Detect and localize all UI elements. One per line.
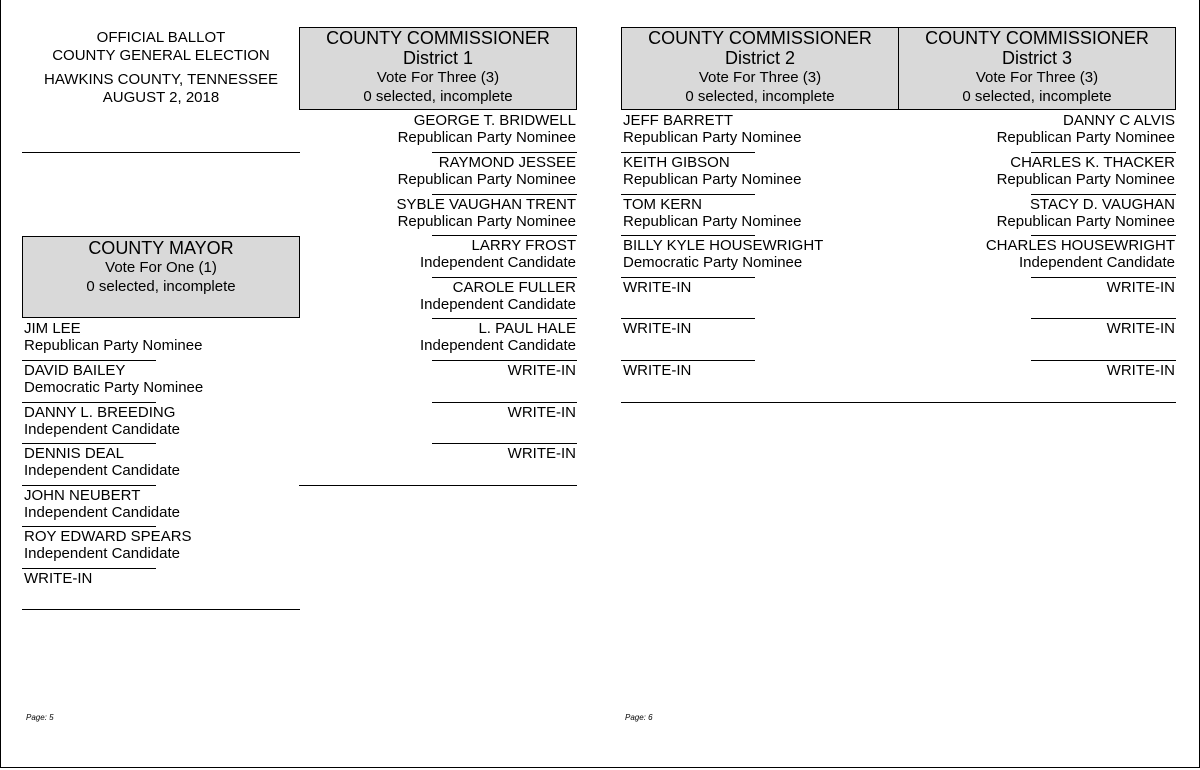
- candidate-option[interactable]: [24, 487, 180, 522]
- candidate-divider: [22, 402, 156, 403]
- race-status: 0 selected, incomplete: [962, 88, 1112, 105]
- ballot-page-6: [600, 0, 1200, 768]
- write-in-option[interactable]: [623, 362, 691, 379]
- candidate-party: Republican Party Nominee: [397, 129, 576, 146]
- race-vote-for: Vote For Three (3): [698, 69, 822, 86]
- write-in-option[interactable]: [508, 362, 576, 379]
- candidate-option[interactable]: [24, 445, 180, 480]
- race-title: COUNTY COMMISSIONER: [326, 28, 550, 48]
- candidate-option[interactable]: [398, 112, 576, 147]
- candidate-option[interactable]: [623, 154, 801, 189]
- race-district: District 2: [724, 48, 795, 68]
- race-end-divider: [621, 402, 1176, 403]
- race-header-commissioner-district-1: [299, 27, 577, 110]
- race-vote-for: Vote For Three (3): [376, 69, 500, 86]
- candidate-name: BILLY KYLE HOUSEWRIGHT: [623, 237, 824, 254]
- ballot-page-5: [0, 0, 601, 768]
- candidate-option[interactable]: [24, 320, 202, 355]
- write-in-label: WRITE-IN: [623, 362, 692, 379]
- candidate-name: DENNIS DEAL: [24, 445, 125, 462]
- candidate-party: Republican Party Nominee: [996, 171, 1175, 188]
- candidate-party: Independent Candidate: [24, 504, 180, 521]
- candidate-name: STACY D. VAUGHAN: [1029, 196, 1175, 213]
- write-in-divider: [621, 318, 755, 319]
- candidate-option[interactable]: [24, 362, 203, 397]
- candidate-option[interactable]: [623, 237, 823, 272]
- candidate-option[interactable]: [398, 154, 576, 189]
- candidate-divider: [1031, 194, 1176, 195]
- candidate-divider: [432, 235, 577, 236]
- candidate-divider: [22, 485, 156, 486]
- header-election-name: COUNTY GENERAL ELECTION: [52, 47, 270, 64]
- candidate-name: DANNY C ALVIS: [1063, 112, 1175, 129]
- write-in-option[interactable]: [623, 279, 691, 296]
- candidate-option[interactable]: [997, 112, 1175, 147]
- candidate-party: Independent Candidate: [24, 545, 180, 562]
- write-in-divider: [432, 443, 577, 444]
- write-in-label: WRITE-IN: [1106, 320, 1175, 337]
- write-in-label: WRITE-IN: [623, 279, 692, 296]
- write-in-divider: [1031, 318, 1176, 319]
- candidate-divider: [22, 526, 156, 527]
- candidate-name: JEFF BARRETT: [623, 112, 734, 129]
- page-number: Page: 5: [26, 713, 54, 722]
- write-in-label: WRITE-IN: [1106, 362, 1175, 379]
- candidate-party: Democratic Party Nominee: [623, 254, 803, 271]
- race-status: 0 selected, incomplete: [685, 88, 835, 105]
- candidate-party: Republican Party Nominee: [623, 171, 802, 188]
- candidate-name: CHARLES K. THACKER: [1010, 154, 1175, 171]
- page-number: Page: 6: [625, 713, 653, 722]
- candidate-option[interactable]: [997, 154, 1175, 189]
- header-divider: [22, 152, 300, 153]
- race-title: COUNTY COMMISSIONER: [648, 28, 872, 48]
- candidate-option[interactable]: [420, 237, 576, 272]
- write-in-option[interactable]: [508, 404, 576, 421]
- candidate-name: DAVID BAILEY: [24, 362, 126, 379]
- write-in-divider: [432, 402, 577, 403]
- write-in-label: WRITE-IN: [1106, 279, 1175, 296]
- race-district: District 1: [402, 48, 473, 68]
- header-official-ballot: OFFICIAL BALLOT: [96, 29, 226, 46]
- candidate-divider: [432, 277, 577, 278]
- race-vote-for: Vote For Three (3): [975, 69, 1099, 86]
- candidate-option[interactable]: [986, 237, 1175, 272]
- race-end-divider: [22, 609, 300, 610]
- candidate-divider: [621, 152, 755, 153]
- race-end-divider: [299, 485, 577, 486]
- candidate-divider: [621, 277, 755, 278]
- candidate-option[interactable]: [420, 279, 576, 314]
- write-in-option[interactable]: [24, 570, 92, 587]
- candidate-divider: [1031, 152, 1176, 153]
- candidate-divider: [22, 568, 156, 569]
- candidate-party: Independent Candidate: [24, 462, 180, 479]
- candidate-party: Republican Party Nominee: [623, 129, 802, 146]
- candidate-option[interactable]: [397, 196, 577, 231]
- write-in-label: WRITE-IN: [507, 404, 576, 421]
- write-in-option[interactable]: [1107, 279, 1175, 296]
- candidate-divider: [22, 360, 156, 361]
- candidate-name: RAYMOND JESSEE: [438, 154, 576, 171]
- candidate-divider: [432, 318, 577, 319]
- candidate-party: Republican Party Nominee: [996, 213, 1175, 230]
- candidate-party: Republican Party Nominee: [623, 213, 802, 230]
- candidate-name: CHARLES HOUSEWRIGHT: [985, 237, 1175, 254]
- candidate-option[interactable]: [24, 528, 192, 563]
- write-in-label: WRITE-IN: [507, 362, 576, 379]
- candidate-option[interactable]: [623, 196, 801, 231]
- candidate-name: LARRY FROST: [471, 237, 576, 254]
- candidate-party: Republican Party Nominee: [397, 171, 576, 188]
- candidate-name: KEITH GIBSON: [623, 154, 730, 171]
- write-in-divider: [621, 360, 755, 361]
- header-date: AUGUST 2, 2018: [102, 89, 220, 106]
- candidate-name: L. PAUL HALE: [478, 320, 576, 337]
- race-status: 0 selected, incomplete: [363, 88, 513, 105]
- race-status: 0 selected, incomplete: [86, 278, 236, 295]
- candidate-option[interactable]: [997, 196, 1175, 231]
- candidate-divider: [432, 360, 577, 361]
- candidate-name: DANNY L. BREEDING: [24, 404, 176, 421]
- write-in-label: WRITE-IN: [507, 445, 576, 462]
- candidate-divider: [432, 194, 577, 195]
- candidate-option[interactable]: [420, 320, 576, 355]
- candidate-name: ROY EDWARD SPEARS: [24, 528, 192, 545]
- candidate-party: Republican Party Nominee: [24, 337, 203, 354]
- candidate-party: Independent Candidate: [24, 421, 180, 438]
- candidate-party: Independent Candidate: [420, 296, 576, 313]
- write-in-option[interactable]: [623, 320, 691, 337]
- write-in-divider: [1031, 360, 1176, 361]
- candidate-divider: [621, 194, 755, 195]
- race-header-commissioner-district-3: [898, 27, 1176, 110]
- ballot-header: [21, 29, 301, 107]
- header-county: HAWKINS COUNTY, TENNESSEE: [44, 71, 278, 88]
- race-title: COUNTY COMMISSIONER: [925, 28, 1149, 48]
- candidate-party: Independent Candidate: [1019, 254, 1175, 271]
- write-in-label: WRITE-IN: [623, 320, 692, 337]
- write-in-label: WRITE-IN: [24, 570, 93, 587]
- race-header-commissioner-district-2: [621, 27, 899, 110]
- candidate-divider: [621, 235, 755, 236]
- candidate-option[interactable]: [24, 404, 180, 439]
- candidate-name: JOHN NEUBERT: [24, 487, 141, 504]
- write-in-option[interactable]: [1107, 362, 1175, 379]
- candidate-name: GEORGE T. BRIDWELL: [413, 112, 576, 129]
- race-header-county-mayor: [22, 236, 300, 318]
- candidate-option[interactable]: [623, 112, 801, 147]
- candidate-party: Republican Party Nominee: [996, 129, 1175, 146]
- candidate-divider: [432, 152, 577, 153]
- candidate-party: Independent Candidate: [420, 254, 576, 271]
- write-in-option[interactable]: [1107, 320, 1175, 337]
- candidate-name: SYBLE VAUGHAN TRENT: [396, 196, 576, 213]
- race-title: COUNTY MAYOR: [88, 238, 234, 258]
- candidate-name: TOM KERN: [623, 196, 702, 213]
- candidate-party: Democratic Party Nominee: [24, 379, 204, 396]
- candidate-name: JIM LEE: [24, 320, 81, 337]
- race-vote-for: Vote For One (1): [105, 259, 217, 276]
- candidate-party: Independent Candidate: [420, 337, 576, 354]
- candidate-divider: [22, 443, 156, 444]
- write-in-option[interactable]: [508, 445, 576, 462]
- race-district: District 3: [1001, 48, 1072, 68]
- candidate-name: CAROLE FULLER: [452, 279, 576, 296]
- candidate-party: Republican Party Nominee: [397, 213, 576, 230]
- candidate-divider: [1031, 277, 1176, 278]
- candidate-divider: [1031, 235, 1176, 236]
